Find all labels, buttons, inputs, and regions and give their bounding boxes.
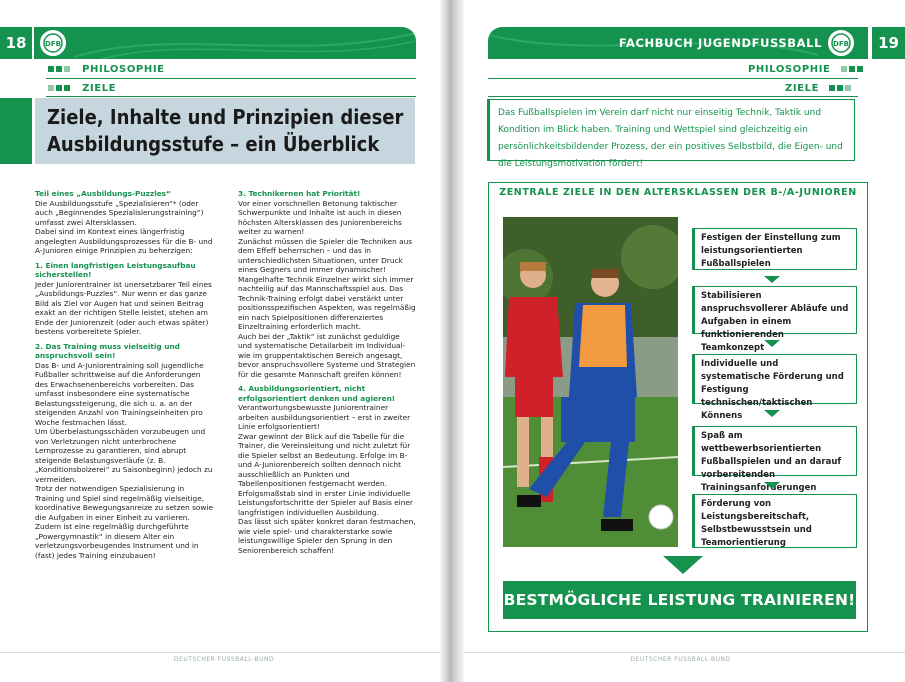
subsection-label — [48, 83, 116, 94]
goals-box-title: ZENTRALE ZIELE IN DEN ALTERSKLASSEN DER B-/A-JUNIOREN — [499, 187, 857, 198]
column-paragraph: Verantwortungsbewusste Juniorentrainer arbeiten ausbildungsorientiert – erst in zweiter Linie erfolgsorientiert! — [238, 403, 411, 431]
svg-text:DFB: DFB — [45, 40, 61, 48]
column-heading: 2. Das Training muss vielseitig und anspruchsvoll sein! — [35, 341, 180, 360]
down-arrow-icon — [663, 556, 703, 574]
section-label — [48, 64, 165, 75]
page-title: Ziele, Inhalte und Prinzipien dieser Ausbildungsstufe – ein Überblick — [35, 98, 415, 164]
header-band-left — [34, 27, 416, 59]
dfb-logo — [38, 28, 68, 58]
goal-item: Förderung von Leistungsbereitschaft, Selbstbewusstsein und Teamorientierung — [692, 494, 857, 548]
subsection-label — [785, 83, 853, 94]
column-heading: 1. Einen langfristigen Leistungsaufbau sicherstellen! — [35, 260, 196, 279]
goal-item: Spaß am wettbewerbsorientierten Fußballspielen und an darauf vorbereitenden Trainingsanforderungen — [692, 426, 857, 476]
column-paragraph: Zwar gewinnt der Blick auf die Tabelle für die Trainer, die Vereinsleitung und nicht zuletzt für die Spieler selbst an Bedeutung. Erfolge im B- und A-Juniorenbereich sollten dennoch nicht ausschließlich an Punkten und Tabellenpositionen festgemacht werden. Erfolgsmaßstab sind in erster Linie individuelle Leistungsfortschritte der Spieler auf Basis einer langfristigen individuellen Ausbildung. — [238, 431, 413, 517]
footer-right-wrap — [456, 652, 905, 666]
divider — [46, 78, 416, 79]
column-paragraph: Um Überbelastungsschäden vorzubeugen und von Verletzungen nicht unterbrochene Lernprozesse zu garantieren, sind abrupt steigende Belastungsverläufe (z. B. „Konditionsbolzerei“ zu Saisonbeginn) jedoch zu vermeiden. — [35, 427, 213, 484]
column-paragraph: Das B- und A-Juniorentraining soll jugendliche Fußballer schrittweise auf die Anforderungen des Erwachsenenbereichs vorbereiten. Das umfasst insbesondere eine systematische Belastungssteigerung, die sich u. a. an der steigenden Anzahl von Trainingseinheiten pro Woche festmachen lässt. — [35, 360, 204, 427]
section-label — [748, 64, 865, 75]
subsection-text: ZIELE — [785, 83, 820, 94]
page-number-right: 19 — [872, 27, 905, 59]
title-accent — [0, 98, 32, 164]
left-page — [0, 0, 448, 682]
column-heading: Teil eines „Ausbildungs-Puzzles“ — [35, 189, 171, 198]
column-paragraph: Dabei sind im Kontext eines längerfristig angelegten Ausbildungsprozesses für die B- und A-Junioren einige Prinzipien zu beherzigen: — [35, 227, 213, 255]
column-heading: 3. Technikernen hat Priorität! — [238, 189, 361, 198]
divider — [46, 96, 416, 97]
subsection-text: ZIELE — [82, 83, 117, 94]
column-paragraph: Trotz der notwendigen Spezialisierung in Training und Spiel sind regelmäßig vielseitige, koordinative Bewegungsanreize zu setzen sowie die Aufgaben in einer Einheit zu variieren. Zudem ist eine regelmäßig durchgeführte „Powergymnastik“ in diesem Alter ein verletzungsvorbeugendes Instrument und in (fast) jedes Training einzubauen! — [35, 484, 213, 560]
goal-item: Individuelle und systematische Förderung und Festigung technischen/taktischen Könnens — [692, 354, 857, 404]
dfb-logo — [826, 28, 856, 58]
svg-text:DFB: DFB — [833, 40, 849, 48]
intro-text: Das Fußballspielen im Verein darf nicht nur einseitig Technik, Taktik und Kondition im Blick haben. Training und Wettspiel sind gleichzeitig ein persönlichkeitsbildender Prozess, der ein positives Selbstbild, die Eigen- und die Leistungsmotivation fördert! — [487, 99, 855, 161]
column-paragraph: Vor einer vorschnellen Betonung taktischer Schwerpunkte und Inhalte ist auch in diesen höchsten Altersklassen des Juniorenbereichs weiter zu warnen! — [238, 198, 402, 236]
column-paragraph: Auch bei der „Taktik“ ist zunächst geduldige und systematische Detailarbeit im Individual- wie im gruppentaktischen Bereich angesagt, bevor anspruchsvollere Systeme und Strategien für die gesamte Mannschaft greifen können! — [238, 331, 416, 379]
goal-item: Festigen der Einstellung zum leistungsorientierten Fußballspielen — [692, 228, 857, 270]
chevron-down-icon — [764, 410, 780, 417]
goals-box — [488, 182, 868, 632]
chevron-down-icon — [764, 276, 780, 283]
section-text: PHILOSOPHIE — [748, 64, 831, 75]
divider — [488, 96, 858, 97]
football-photo — [503, 217, 678, 547]
page-number-left: 18 — [0, 27, 32, 59]
header-band-right — [488, 27, 868, 59]
column-paragraph: Das lässt sich später konkret daran festmachen, wie viele spiel- und charakterstarke sowie leistungswillige Spieler den Sprung in den Seniorenbereich schaffen! — [238, 517, 416, 555]
footer-left: DEUTSCHER FUSSBALL-BUND — [0, 652, 448, 666]
section-text: PHILOSOPHIE — [82, 64, 165, 75]
divider — [488, 78, 858, 79]
column-paragraph: Die Ausbildungsstufe „Spezialisieren“* (oder auch „Beginnendes Spezialisierungstraining“) umfasst zwei Altersklassen. — [35, 198, 204, 227]
text-column-1 — [35, 184, 213, 560]
footer-right: DEUTSCHER FUSSBALL-BUND — [456, 652, 905, 666]
column-heading: 4. Ausbildungsorientiert, nicht erfolgsorientiert denken und agieren! — [238, 384, 396, 403]
final-goal-banner: BESTMÖGLICHE LEISTUNG TRAINIEREN! — [503, 581, 856, 619]
goal-item: Stabilisieren anspruchsvollerer Abläufe und Aufgaben in einem funktionierenden Teamkonzept — [692, 286, 857, 334]
book-title: FACHBUCH JUGENDFUSSBALL — [618, 36, 822, 50]
column-paragraph: Jeder Juniorentrainer ist unersetzbarer Teil eines „Ausbildungs-Puzzles“. Nur wenn er das ganze Bild als Ziel vor Augen hat und seinen Beitrag exakt an der richtigen Stelle leistet, stehen am Ende der Juniorenzeit (oder auch etwas später) bestens vorbereitete Spieler. — [35, 279, 212, 336]
chevron-down-icon — [764, 482, 780, 489]
text-column-2 — [238, 184, 416, 555]
column-paragraph: Mangelhafte Technik Einzelner wirkt sich immer nachteilig auf das Mannschaftsspiel aus. Das Technik-Training erfolgt dabei verstärkt unter positionsspezifischen Aspekten, was regelmäßig ein nach Spielpositionen differenziertes Einzeltraining erforderlich macht. — [238, 274, 416, 331]
book-gutter — [440, 0, 464, 682]
chevron-down-icon — [764, 340, 780, 347]
column-paragraph: Zunächst müssen die Spieler die Techniken aus dem Effeff beherrschen – und das in unterschiedlichsten Situationen, unter Druck eines Gegners und immer dynamischer! — [238, 236, 413, 274]
